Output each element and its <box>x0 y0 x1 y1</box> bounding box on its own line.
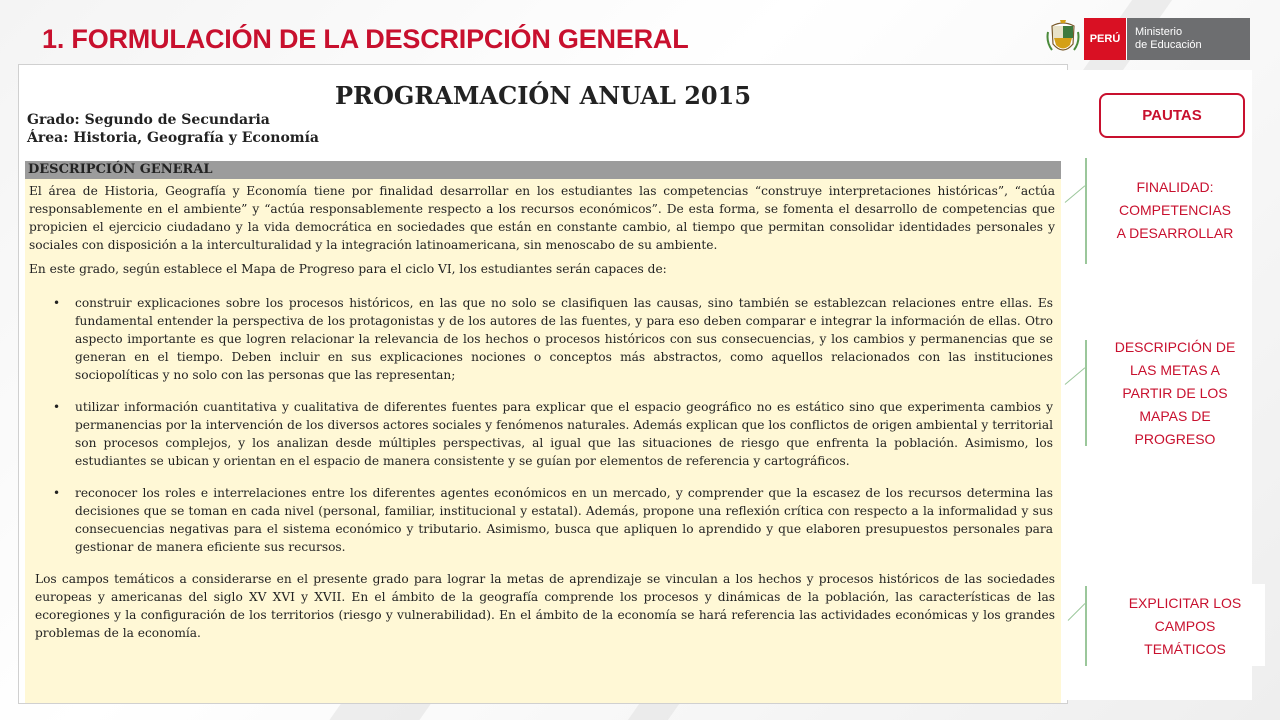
note-line: A DESARROLLAR <box>1116 225 1234 241</box>
note-line: TEMÁTICOS <box>1144 641 1226 657</box>
note-line: CAMPOS <box>1154 618 1216 634</box>
note-line: PARTIR DE LOS <box>1122 385 1228 401</box>
note-line: EXPLICITAR LOS <box>1128 595 1242 611</box>
ministry-line2: de Educación <box>1135 39 1202 51</box>
pautas-button[interactable]: PAUTAS <box>1099 93 1245 138</box>
document-title: PROGRAMACIÓN ANUAL 2015 <box>334 81 752 110</box>
document-body <box>25 179 1061 704</box>
note-bracket <box>1085 158 1087 264</box>
note-campos <box>1106 592 1264 661</box>
bullet-icon: • <box>53 486 61 500</box>
note-line: FINALIDAD: <box>1136 179 1214 195</box>
peru-coat-of-arms-icon <box>1046 18 1080 60</box>
slide-title: 1. FORMULACIÓN DE LA DESCRIPCIÓN GENERAL <box>42 24 689 54</box>
paragraph-intro: En este grado, según establece el Mapa de Progreso para el ciclo VI, los estudiantes serán capaces de: <box>29 262 667 276</box>
area-label: Área: Historia, Geografía y Economía <box>27 130 319 146</box>
note-line: PROGRESO <box>1134 431 1216 447</box>
ministry-label <box>1126 18 1250 60</box>
document-image <box>18 64 1068 704</box>
list-item-text: reconocer los roles e interrelaciones entre los diferentes agentes económicos en un mercado, y comprender que la escasez de los recursos determina las decisiones que se toman en cada nivel (personal, familiar, institucional y estatal). Además, propone una reflexión crítica con respecto a la informalidad y sus consecuencias negativas para el sistema económico y tributario. Asimismo, busca que apliquen lo aprendido y que elaboren presupuestos personales para gestionar de manera eficiente sus recursos. <box>75 486 1053 554</box>
list-item-text: construir explicaciones sobre los procesos históricos, en las que no solo se clasifiquen las causas, sino también se establezcan relaciones entre ellas. Es fundamental entender la perspectiva de los protagonistas y de los autores de las fuentes, y para eso deben comparar e integrar la información de ellas. Otro aspecto importante es que logren relacionar la relevancia de los hechos o procesos históricos con sus consecuencias, y los cambios y permanencias que se generan en el tiempo. Deben incluir en sus explicaciones nociones o conceptos más abstractos, como aquellos relacionados con las instituciones sociopolíticas y no solo con las personas que las representan; <box>75 296 1053 382</box>
note-line: COMPETENCIAS <box>1118 202 1231 218</box>
list-item <box>29 484 1055 556</box>
note-finalidad <box>1100 176 1250 245</box>
note-line: MAPAS DE <box>1139 408 1211 424</box>
note-bracket <box>1085 340 1087 446</box>
capabilities-list <box>29 294 1055 556</box>
list-item <box>29 294 1055 384</box>
peru-label: PERÚ <box>1084 18 1126 60</box>
section-heading: DESCRIPCIÓN GENERAL <box>25 161 1061 179</box>
note-line: DESCRIPCIÓN DE <box>1114 339 1236 355</box>
ministry-logo <box>1046 18 1250 60</box>
list-item-text: utilizar información cuantitativa y cualitativa de diferentes fuentes para explicar que el espacio geográfico no es estático sino que experimenta cambios y permanencias por la intervención de los diversos actores sociales y fenómenos naturales. Además explican que los conflictos de origen ambiental y territorial son procesos complejos, y los analizan desde múltiples perspectivas, al igual que las situaciones de riesgo que enfrenta la población. Asimismo, los estudiantes se ubican y orientan en el espacio de manera consistente y se guían por elementos de referencia y cartográficos. <box>75 400 1053 468</box>
note-bracket <box>1085 586 1087 666</box>
note-line: LAS METAS A <box>1130 362 1220 378</box>
paragraph-thematic-fields: Los campos temáticos a considerarse en el presente grado para lograr la metas de aprendizaje se vinculan a los hechos y procesos históricos de las sociedades europeas y americanas del siglo XV XVI y XVII. En el ámbito de la geografía comprende los procesos y dinámicas de la población, las características de las ecoregiones y la configuración de los territorios (riesgo y vulnerabilidad). En el ámbito de la economía se hará referencia las actividades económicas y los grandes problemas de la economía. <box>35 572 1055 640</box>
bullet-icon: • <box>53 296 61 310</box>
grado-label: Grado: Segundo de Secundaria <box>27 112 270 128</box>
paragraph-purpose: El área de Historia, Geografía y Economía tiene por finalidad desarrollar en los estudiantes las competencias “construye interpretaciones históricas”, “actúa responsablemente en el ambiente” y “actúa responsablemente respecto a los recursos económicos”. De esta forma, se fomenta el desarrollo de competencias que propicien el ejercicio ciudadano y la vida democrática en sociedades que están en constante cambio, al tiempo que permitan consolidar identidades personales y sociales con disposición a la interculturalidad y la integración latinoamericana, sin menoscabo de su ambiente. <box>29 184 1055 252</box>
ministry-line1: Ministerio <box>1135 26 1183 38</box>
list-item <box>29 398 1055 470</box>
bullet-icon: • <box>53 400 61 414</box>
document-header <box>19 65 1067 161</box>
note-metas <box>1100 336 1250 451</box>
